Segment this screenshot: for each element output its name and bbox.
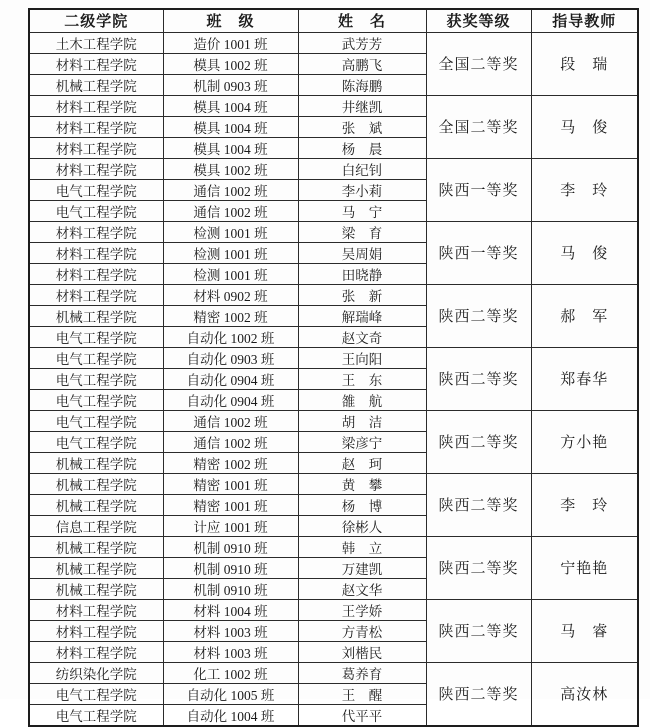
name-cell: 赵文奇 [298,326,426,347]
class-cell: 机制 0910 班 [163,578,298,599]
college-cell: 电气工程学院 [29,179,163,200]
college-cell: 机械工程学院 [29,473,163,494]
class-cell: 机制 0903 班 [163,74,298,95]
table-row [29,347,638,368]
table-row [29,158,638,179]
award-cell: 陕西二等奖 [426,662,531,726]
college-cell: 信息工程学院 [29,515,163,536]
award-cell: 陕西一等奖 [426,221,531,284]
college-cell: 电气工程学院 [29,410,163,431]
name-cell: 胡 洁 [298,410,426,431]
name-cell: 杨 博 [298,494,426,515]
table-row [29,473,638,494]
class-cell: 精密 1002 班 [163,305,298,326]
table-row [29,95,638,116]
class-cell: 检测 1001 班 [163,242,298,263]
name-cell: 黄 攀 [298,473,426,494]
college-cell: 电气工程学院 [29,683,163,704]
college-cell: 材料工程学院 [29,641,163,662]
college-cell: 机械工程学院 [29,452,163,473]
name-cell: 井继凯 [298,95,426,116]
table-row [29,536,638,557]
college-cell: 土木工程学院 [29,32,163,53]
class-cell: 通信 1002 班 [163,410,298,431]
name-cell: 田晓静 [298,263,426,284]
name-cell: 韩 立 [298,536,426,557]
class-cell: 精密 1001 班 [163,494,298,515]
award-cell: 陕西二等奖 [426,599,531,662]
name-cell: 刘楷民 [298,641,426,662]
name-cell: 高鹏飞 [298,53,426,74]
class-cell: 材料 0902 班 [163,284,298,305]
header-row [29,9,638,32]
name-cell: 马 宁 [298,200,426,221]
table-row [29,32,638,53]
college-cell: 机械工程学院 [29,305,163,326]
teacher-cell: 马 俊 [531,221,638,284]
college-cell: 机械工程学院 [29,578,163,599]
name-cell: 王学娇 [298,599,426,620]
teacher-cell: 郑春华 [531,347,638,410]
class-cell: 模具 1002 班 [163,158,298,179]
class-cell: 机制 0910 班 [163,557,298,578]
teacher-cell: 方小艳 [531,410,638,473]
class-cell: 材料 1003 班 [163,641,298,662]
teacher-cell: 马 睿 [531,599,638,662]
college-cell: 材料工程学院 [29,158,163,179]
name-cell: 武芳芳 [298,32,426,53]
college-cell: 材料工程学院 [29,116,163,137]
class-cell: 造价 1001 班 [163,32,298,53]
header-college: 二级学院 [29,9,163,32]
college-cell: 电气工程学院 [29,347,163,368]
class-cell: 检测 1001 班 [163,263,298,284]
header-teacher: 指导教师 [531,9,638,32]
award-cell: 陕西二等奖 [426,284,531,347]
teacher-cell: 高汝林 [531,662,638,726]
award-cell: 全国二等奖 [426,32,531,95]
class-cell: 通信 1002 班 [163,431,298,452]
name-cell: 王 醒 [298,683,426,704]
name-cell: 李小莉 [298,179,426,200]
teacher-cell: 马 俊 [531,95,638,158]
college-cell: 材料工程学院 [29,284,163,305]
class-cell: 通信 1002 班 [163,200,298,221]
college-cell: 电气工程学院 [29,704,163,726]
class-cell: 精密 1001 班 [163,473,298,494]
class-cell: 化工 1002 班 [163,662,298,683]
class-cell: 自动化 1002 班 [163,326,298,347]
class-cell: 自动化 0903 班 [163,347,298,368]
college-cell: 纺织染化学院 [29,662,163,683]
college-cell: 机械工程学院 [29,494,163,515]
name-cell: 白纪钊 [298,158,426,179]
header-name: 姓 名 [298,9,426,32]
college-cell: 材料工程学院 [29,242,163,263]
name-cell: 赵文华 [298,578,426,599]
college-cell: 材料工程学院 [29,263,163,284]
teacher-cell: 段 瑞 [531,32,638,95]
name-cell: 万建凯 [298,557,426,578]
name-cell: 梁 育 [298,221,426,242]
college-cell: 材料工程学院 [29,95,163,116]
class-cell: 模具 1004 班 [163,95,298,116]
award-cell: 陕西二等奖 [426,536,531,599]
class-cell: 自动化 1005 班 [163,683,298,704]
college-cell: 电气工程学院 [29,431,163,452]
award-cell: 陕西二等奖 [426,473,531,536]
award-cell: 全国二等奖 [426,95,531,158]
class-cell: 材料 1004 班 [163,599,298,620]
name-cell: 王 东 [298,368,426,389]
award-cell: 陕西二等奖 [426,410,531,473]
name-cell: 赵 珂 [298,452,426,473]
class-cell: 计应 1001 班 [163,515,298,536]
class-cell: 通信 1002 班 [163,179,298,200]
award-cell: 陕西一等奖 [426,158,531,221]
college-cell: 材料工程学院 [29,221,163,242]
class-cell: 检测 1001 班 [163,221,298,242]
name-cell: 吴周娟 [298,242,426,263]
class-cell: 精密 1002 班 [163,452,298,473]
table-row [29,599,638,620]
teacher-cell: 郝 军 [531,284,638,347]
class-cell: 模具 1002 班 [163,53,298,74]
class-cell: 自动化 0904 班 [163,368,298,389]
name-cell: 杨 晨 [298,137,426,158]
name-cell: 雒 航 [298,389,426,410]
class-cell: 模具 1004 班 [163,116,298,137]
table-row [29,221,638,242]
name-cell: 解瑞峰 [298,305,426,326]
college-cell: 机械工程学院 [29,557,163,578]
name-cell: 代平平 [298,704,426,726]
college-cell: 材料工程学院 [29,53,163,74]
name-cell: 徐彬人 [298,515,426,536]
college-cell: 电气工程学院 [29,368,163,389]
college-cell: 材料工程学院 [29,620,163,641]
teacher-cell: 李 玲 [531,158,638,221]
name-cell: 张 斌 [298,116,426,137]
teacher-cell: 李 玲 [531,473,638,536]
header-class: 班 级 [163,9,298,32]
college-cell: 电气工程学院 [29,389,163,410]
awards-table [28,8,639,727]
name-cell: 王向阳 [298,347,426,368]
name-cell: 梁彦宁 [298,431,426,452]
award-cell: 陕西二等奖 [426,347,531,410]
name-cell: 葛养育 [298,662,426,683]
college-cell: 机械工程学院 [29,536,163,557]
college-cell: 材料工程学院 [29,137,163,158]
class-cell: 材料 1003 班 [163,620,298,641]
class-cell: 机制 0910 班 [163,536,298,557]
name-cell: 陈海鹏 [298,74,426,95]
header-award: 获奖等级 [426,9,531,32]
teacher-cell: 宁艳艳 [531,536,638,599]
class-cell: 模具 1004 班 [163,137,298,158]
college-cell: 机械工程学院 [29,74,163,95]
table-row [29,284,638,305]
college-cell: 电气工程学院 [29,326,163,347]
name-cell: 方青松 [298,620,426,641]
college-cell: 材料工程学院 [29,599,163,620]
name-cell: 张 新 [298,284,426,305]
table-row [29,410,638,431]
class-cell: 自动化 1004 班 [163,704,298,726]
college-cell: 电气工程学院 [29,200,163,221]
table-row [29,662,638,683]
class-cell: 自动化 0904 班 [163,389,298,410]
